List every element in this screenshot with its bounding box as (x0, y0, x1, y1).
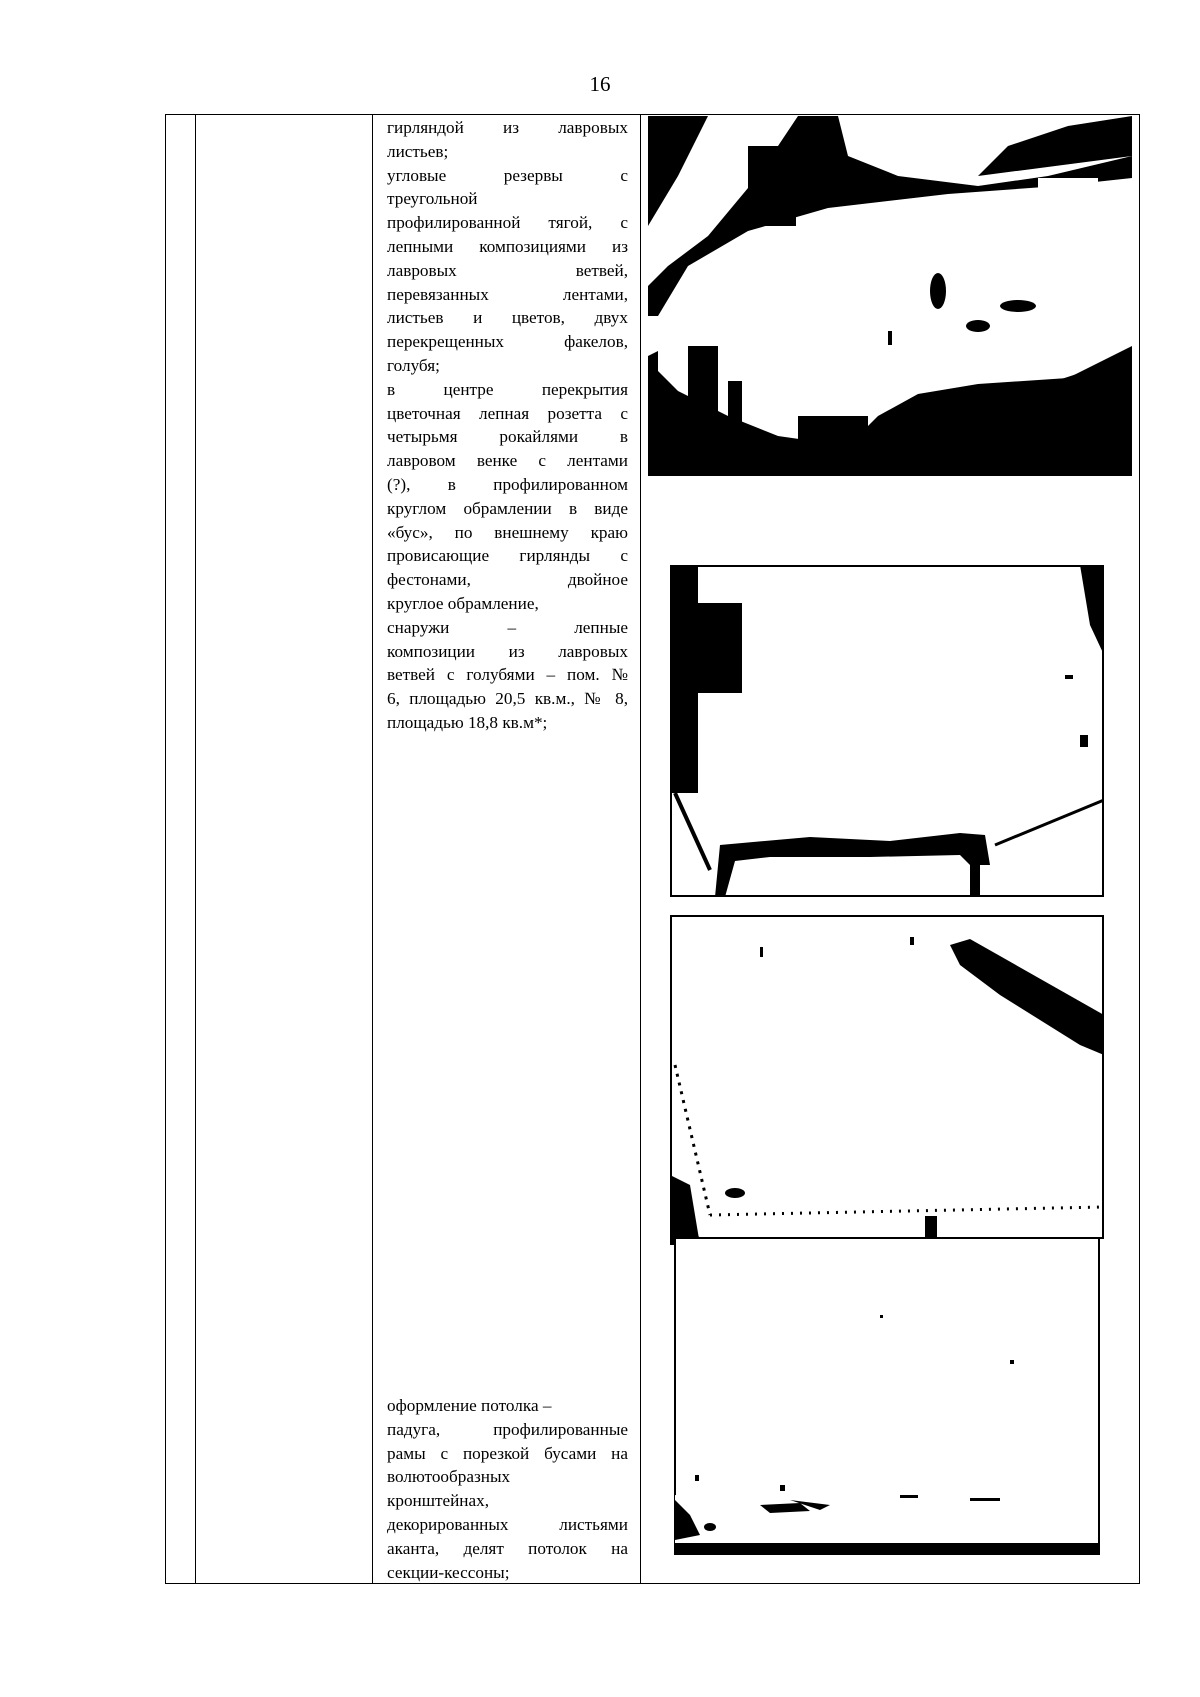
text-line: композиции из лавровых (387, 641, 628, 661)
photo-ceiling-corner (648, 116, 1132, 476)
description-cell-top (387, 116, 628, 735)
text-line: круглом обрамлении в виде (387, 498, 628, 518)
text-line: перевязанных лентами, (387, 284, 628, 304)
text-line: фестонами, двойное (387, 570, 628, 590)
text-line: лепными композициями из (387, 236, 628, 256)
text-line: «бус», по внешнему краю (387, 522, 628, 542)
text-line: аканта, делят потолок на (387, 1538, 628, 1558)
text-line: 6, площадью 20,5 кв.м., № 8, (387, 689, 628, 709)
text-line: волютообразных (387, 1467, 511, 1487)
text-line: голубя; (387, 355, 440, 375)
text-line: в центре перекрытия (387, 379, 628, 399)
text-line: треугольной (387, 189, 478, 209)
text-line: площадью 18,8 кв.м*; (387, 712, 548, 732)
text-line: кронштейнах, (387, 1491, 490, 1511)
text-line: снаружи – лепные (387, 617, 628, 637)
text-line: секции-кессоны; (387, 1562, 510, 1582)
photo-ceiling-panel (670, 565, 1104, 897)
text-line: (?), в профилированном (387, 474, 628, 494)
text-line: перекрещенных факелов, (387, 332, 628, 352)
page-number: 16 (589, 72, 611, 96)
text-line: провисающие гирлянды с (387, 546, 628, 566)
text-line: декорированных листьями (387, 1514, 628, 1534)
text-line: цветочная лепная розетта с (387, 403, 628, 423)
photo-ceiling-padug (670, 915, 1104, 1555)
text-line: лавровых ветвей, (387, 260, 628, 280)
text-line: листьев; (387, 141, 449, 161)
text-line: листьев и цветов, двух (387, 308, 628, 328)
column-divider-1 (195, 115, 196, 1583)
description-cell-bottom (387, 1394, 628, 1584)
text-line: оформление потолка – (387, 1396, 552, 1415)
column-divider-2 (372, 115, 373, 1583)
text-line: угловые резервы с (387, 165, 628, 185)
text-line: гирляндой из лавровых (387, 118, 628, 137)
text-line: рамы с порезкой бусами на (387, 1443, 628, 1463)
column-divider-3 (640, 115, 641, 1583)
text-line: круглое обрамление, (387, 593, 539, 613)
text-line: лавровом венке с лентами (387, 451, 628, 471)
text-line: профилированной тягой, с (387, 213, 628, 233)
text-line: ветвей с голубями – пом. № (387, 665, 628, 685)
text-line: падуга, профилированные (387, 1419, 628, 1439)
text-line: четырьмя рокайлями в (387, 427, 628, 447)
